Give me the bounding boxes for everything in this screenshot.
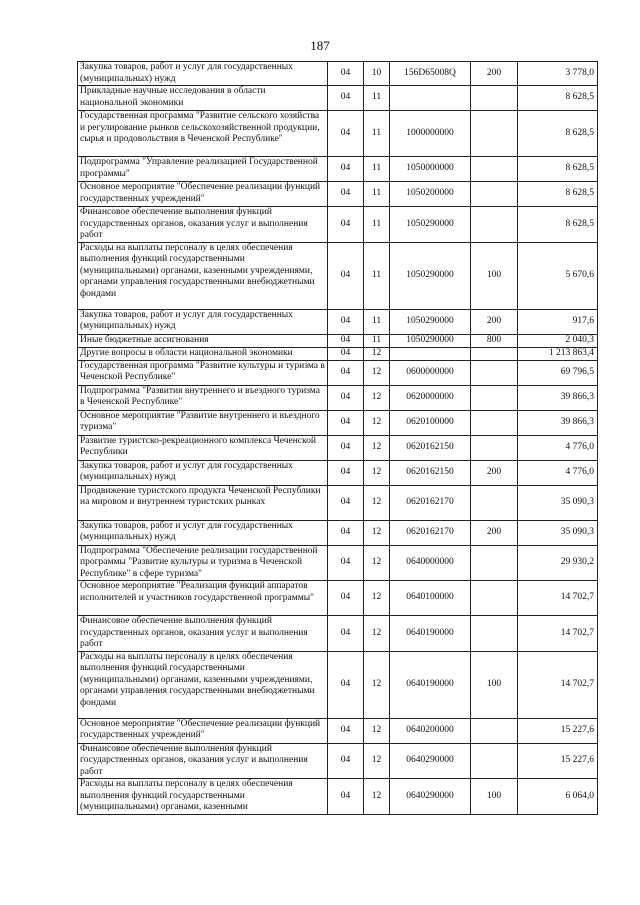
row-expense-type-cell xyxy=(471,111,518,157)
row-name-cell: Закупка товаров, работ и услуг для государственных (муниципальных) нужд xyxy=(78,460,328,485)
table-row xyxy=(78,182,598,207)
table-row xyxy=(78,651,598,718)
row-expense-type-cell xyxy=(471,485,518,520)
row-subsection-cell: 12 xyxy=(364,435,390,460)
row-section-cell: 04 xyxy=(328,435,364,460)
row-expense-type-cell: 100 xyxy=(471,779,518,815)
table-row xyxy=(78,435,598,460)
row-subsection-cell: 12 xyxy=(364,718,390,743)
row-name-cell: Основное мероприятие "Обеспечение реализации функций государственных учреждений" xyxy=(78,718,328,743)
row-target-article-cell: 0620162150 xyxy=(390,460,471,485)
table-row xyxy=(78,410,598,435)
row-expense-type-cell: 200 xyxy=(471,520,518,545)
row-name-cell: Развитие туристско-рекреационного комплекса Чеченской Республики xyxy=(78,435,328,460)
row-target-article-cell: 1050290000 xyxy=(390,334,471,347)
row-target-article-cell: 0640100000 xyxy=(390,581,471,616)
row-name-cell: Другие вопросы в области национальной экономики xyxy=(78,347,328,360)
row-amount-cell: 8 628,5 xyxy=(518,182,598,207)
row-name-cell: Основное мероприятие "Реализация функций аппаратов исполнителей и участников государственной программы" xyxy=(78,581,328,616)
row-amount-cell: 8 628,5 xyxy=(518,207,598,243)
row-name-cell: Расходы на выплаты персоналу в целях обеспечения выполнения функций государственными (муниципальными) органами, казенными учреждениями, органами управления государственными внебюджетными фондами xyxy=(78,651,328,718)
row-name-cell: Продвижение туристского продукта Чеченской Республики на мировом и внутреннем туристских рынках xyxy=(78,485,328,520)
row-section-cell: 04 xyxy=(328,242,364,309)
row-target-article-cell: 1050000000 xyxy=(390,157,471,182)
row-section-cell: 04 xyxy=(328,616,364,652)
row-target-article-cell: 0640190000 xyxy=(390,651,471,718)
row-amount-cell: 4 776,0 xyxy=(518,460,598,485)
row-amount-cell: 4 776,0 xyxy=(518,435,598,460)
table-row xyxy=(78,520,598,545)
row-amount-cell: 35 090,3 xyxy=(518,520,598,545)
row-name-cell: Государственная программа "Развитие культуры и туризма в Чеченской Республике" xyxy=(78,360,328,385)
row-target-article-cell: 0620000000 xyxy=(390,385,471,410)
table-row xyxy=(78,157,598,182)
row-section-cell: 04 xyxy=(328,545,364,581)
row-expense-type-cell: 100 xyxy=(471,242,518,309)
row-subsection-cell: 11 xyxy=(364,207,390,243)
row-name-cell: Подпрограмма "Развития внутреннего и въездного туризма в Чеченской Республике" xyxy=(78,385,328,410)
row-target-article-cell: 0640290000 xyxy=(390,779,471,815)
row-name-cell: Финансовое обеспечение выполнения функций государственных органов, оказания услуг и выполнения работ xyxy=(78,616,328,652)
row-target-article-cell: 1000000000 xyxy=(390,111,471,157)
budget-table xyxy=(77,61,598,815)
row-expense-type-cell xyxy=(471,207,518,243)
row-amount-cell: 917,6 xyxy=(518,309,598,334)
table-row xyxy=(78,207,598,243)
row-name-cell: Расходы на выплаты персоналу в целях обеспечения выполнения функций государственными (муниципальными) органами, казенными учреждениями, органами управления государственными внебюджетными фондами xyxy=(78,242,328,309)
table-row xyxy=(78,581,598,616)
row-section-cell: 04 xyxy=(328,334,364,347)
row-subsection-cell: 11 xyxy=(364,111,390,157)
row-expense-type-cell xyxy=(471,743,518,779)
row-section-cell: 04 xyxy=(328,157,364,182)
row-subsection-cell: 11 xyxy=(364,157,390,182)
row-section-cell: 04 xyxy=(328,743,364,779)
table-row xyxy=(78,309,598,334)
table-row xyxy=(78,718,598,743)
row-subsection-cell: 10 xyxy=(364,62,390,86)
row-section-cell: 04 xyxy=(328,207,364,243)
row-subsection-cell: 11 xyxy=(364,334,390,347)
row-name-cell: Основное мероприятие "Развитие внутреннего и въездного туризма" xyxy=(78,410,328,435)
row-name-cell: Государственная программа "Развитие сельского хозяйства и регулирование рынков сельскохозяйственной продукции, сырья и продовольствия в Чеченской Республике" xyxy=(78,111,328,157)
row-expense-type-cell: 200 xyxy=(471,309,518,334)
row-amount-cell: 39 866,3 xyxy=(518,385,598,410)
row-subsection-cell: 12 xyxy=(364,520,390,545)
row-target-article-cell: 1050200000 xyxy=(390,182,471,207)
row-subsection-cell: 12 xyxy=(364,385,390,410)
row-expense-type-cell xyxy=(471,86,518,111)
row-amount-cell: 39 866,3 xyxy=(518,410,598,435)
row-expense-type-cell: 100 xyxy=(471,651,518,718)
row-expense-type-cell xyxy=(471,718,518,743)
row-section-cell: 04 xyxy=(328,347,364,360)
row-subsection-cell: 11 xyxy=(364,309,390,334)
row-amount-cell: 8 628,5 xyxy=(518,86,598,111)
row-target-article-cell: 0620162170 xyxy=(390,520,471,545)
row-expense-type-cell xyxy=(471,360,518,385)
row-target-article-cell: 1050290000 xyxy=(390,207,471,243)
row-subsection-cell: 11 xyxy=(364,242,390,309)
row-amount-cell: 35 090,3 xyxy=(518,485,598,520)
row-amount-cell: 15 227,6 xyxy=(518,718,598,743)
row-amount-cell: 2 040,3 xyxy=(518,334,598,347)
row-target-article-cell: 1050290000 xyxy=(390,309,471,334)
row-amount-cell: 8 628,5 xyxy=(518,157,598,182)
row-subsection-cell: 11 xyxy=(364,182,390,207)
row-name-cell: Расходы на выплаты персоналу в целях обеспечения выполнения функций государственными (муниципальными) органами, казенными xyxy=(78,779,328,815)
row-name-cell: Финансовое обеспечение выполнения функций государственных органов, оказания услуг и выполнения работ xyxy=(78,743,328,779)
row-expense-type-cell xyxy=(471,616,518,652)
row-section-cell: 04 xyxy=(328,86,364,111)
row-section-cell: 04 xyxy=(328,718,364,743)
row-target-article-cell: 0640190000 xyxy=(390,616,471,652)
page-number: 187 xyxy=(310,38,330,53)
row-subsection-cell: 11 xyxy=(364,86,390,111)
table-row xyxy=(78,62,598,86)
row-amount-cell: 3 778,0 xyxy=(518,62,598,86)
row-name-cell: Финансовое обеспечение выполнения функций государственных органов, оказания услуг и выполнения работ xyxy=(78,207,328,243)
row-section-cell: 04 xyxy=(328,360,364,385)
table-row xyxy=(78,779,598,815)
row-amount-cell: 5 670,6 xyxy=(518,242,598,309)
row-expense-type-cell xyxy=(471,545,518,581)
row-name-cell: Подпрограмма "Обеспечение реализации государственной программы "Развитие культуры и туризма в Чеченской Республике" в сфере туризма" xyxy=(78,545,328,581)
row-expense-type-cell xyxy=(471,157,518,182)
row-subsection-cell: 12 xyxy=(364,347,390,360)
row-name-cell: Закупка товаров, работ и услуг для государственных (муниципальных) нужд xyxy=(78,309,328,334)
row-subsection-cell: 12 xyxy=(364,545,390,581)
row-target-article-cell: 0640200000 xyxy=(390,718,471,743)
row-amount-cell: 29 930,2 xyxy=(518,545,598,581)
table-row xyxy=(78,111,598,157)
row-subsection-cell: 12 xyxy=(364,410,390,435)
row-section-cell: 04 xyxy=(328,581,364,616)
row-amount-cell: 8 628,5 xyxy=(518,111,598,157)
row-name-cell: Закупка товаров, работ и услуг для государственных (муниципальных) нужд xyxy=(78,520,328,545)
row-name-cell: Закупка товаров, работ и услуг для государственных (муниципальных) нужд xyxy=(78,62,328,86)
row-section-cell: 04 xyxy=(328,385,364,410)
row-name-cell: Подпрограмма "Управление реализацией Государственной программы" xyxy=(78,157,328,182)
row-amount-cell: 69 796,5 xyxy=(518,360,598,385)
row-target-article-cell: 156D65008Q xyxy=(390,62,471,86)
table-row xyxy=(78,347,598,360)
row-section-cell: 04 xyxy=(328,182,364,207)
row-section-cell: 04 xyxy=(328,520,364,545)
row-section-cell: 04 xyxy=(328,111,364,157)
row-subsection-cell: 12 xyxy=(364,485,390,520)
row-expense-type-cell: 200 xyxy=(471,62,518,86)
row-target-article-cell: 1050290000 xyxy=(390,242,471,309)
table-row xyxy=(78,743,598,779)
row-target-article-cell: 0640000000 xyxy=(390,545,471,581)
row-target-article-cell: 0620100000 xyxy=(390,410,471,435)
row-expense-type-cell xyxy=(471,410,518,435)
row-subsection-cell: 12 xyxy=(364,651,390,718)
row-amount-cell: 15 227,6 xyxy=(518,743,598,779)
table-row xyxy=(78,242,598,309)
table-row xyxy=(78,360,598,385)
table-row xyxy=(78,460,598,485)
row-section-cell: 04 xyxy=(328,651,364,718)
row-name-cell: Прикладные научные исследования в области национальной экономики xyxy=(78,86,328,111)
row-amount-cell: 14 702,7 xyxy=(518,581,598,616)
row-expense-type-cell xyxy=(471,347,518,360)
row-target-article-cell xyxy=(390,347,471,360)
row-expense-type-cell xyxy=(471,435,518,460)
row-subsection-cell: 12 xyxy=(364,581,390,616)
table-row xyxy=(78,616,598,652)
row-subsection-cell: 12 xyxy=(364,779,390,815)
row-section-cell: 04 xyxy=(328,410,364,435)
row-target-article-cell: 0640290000 xyxy=(390,743,471,779)
row-amount-cell: 14 702,7 xyxy=(518,651,598,718)
row-section-cell: 04 xyxy=(328,779,364,815)
row-section-cell: 04 xyxy=(328,460,364,485)
row-subsection-cell: 12 xyxy=(364,743,390,779)
row-amount-cell: 14 702,7 xyxy=(518,616,598,652)
table-row xyxy=(78,385,598,410)
row-section-cell: 04 xyxy=(328,309,364,334)
row-name-cell: Основное мероприятие "Обеспечение реализации функций государственных учреждений" xyxy=(78,182,328,207)
row-expense-type-cell xyxy=(471,182,518,207)
row-subsection-cell: 12 xyxy=(364,460,390,485)
row-subsection-cell: 12 xyxy=(364,616,390,652)
table-row xyxy=(78,334,598,347)
row-expense-type-cell: 800 xyxy=(471,334,518,347)
table-row xyxy=(78,86,598,111)
row-target-article-cell: 0620162170 xyxy=(390,485,471,520)
row-expense-type-cell: 200 xyxy=(471,460,518,485)
row-section-cell: 04 xyxy=(328,485,364,520)
row-section-cell: 04 xyxy=(328,62,364,86)
row-amount-cell: 6 064,0 xyxy=(518,779,598,815)
row-name-cell: Иные бюджетные ассигнования xyxy=(78,334,328,347)
budget-table-body xyxy=(78,62,598,815)
row-amount-cell: 1 213 863,4 xyxy=(518,347,598,360)
row-expense-type-cell xyxy=(471,385,518,410)
table-row xyxy=(78,485,598,520)
row-target-article-cell: 0600000000 xyxy=(390,360,471,385)
row-target-article-cell xyxy=(390,86,471,111)
row-subsection-cell: 12 xyxy=(364,360,390,385)
row-expense-type-cell xyxy=(471,581,518,616)
table-row xyxy=(78,545,598,581)
row-target-article-cell: 0620162150 xyxy=(390,435,471,460)
